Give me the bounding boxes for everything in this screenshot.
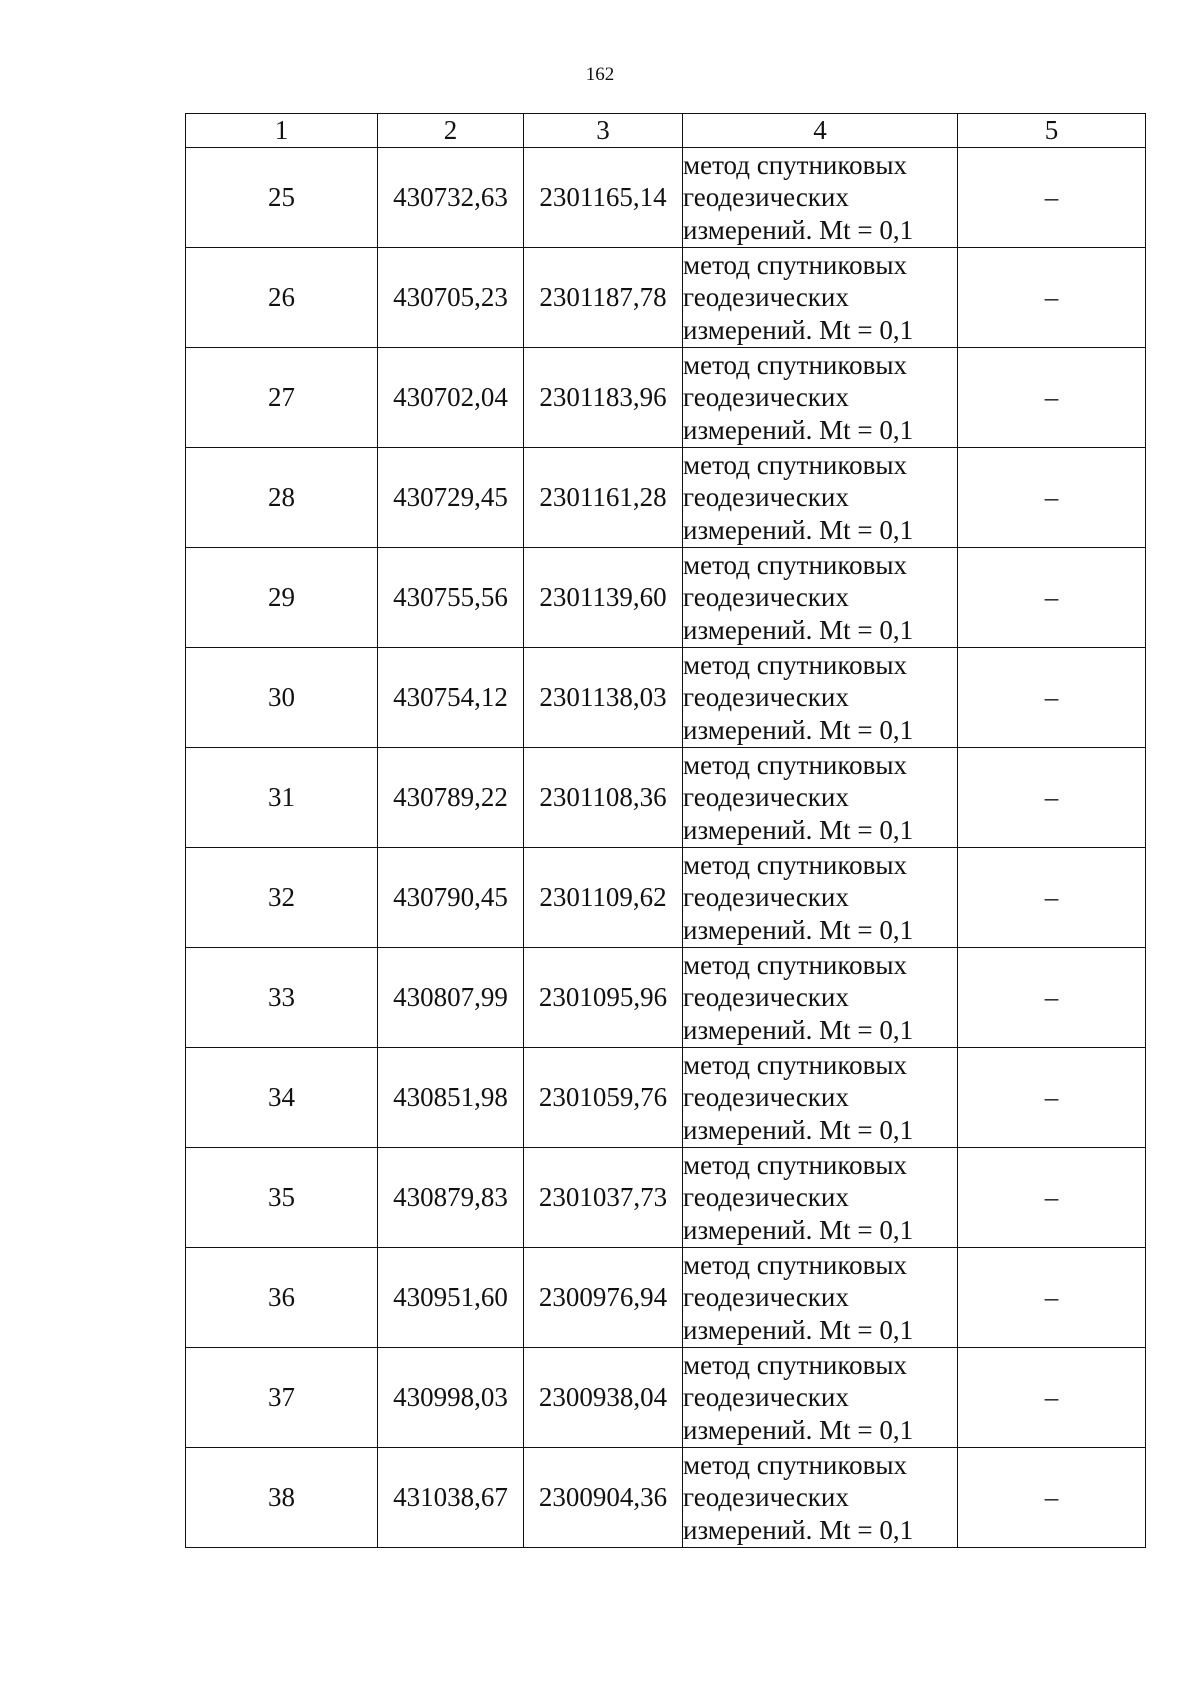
table-row <box>186 548 1146 648</box>
method-line: измерений. Mt = 0,1 <box>683 1014 914 1045</box>
x-coordinate-cell: 430951,60 <box>378 1248 524 1348</box>
method-line: метод спутниковых <box>683 1349 907 1380</box>
y-coordinate-cell: 2301165,14 <box>524 148 683 248</box>
point-number-cell: 26 <box>186 248 378 348</box>
y-coordinate-cell: 2300904,36 <box>524 1448 683 1548</box>
note-cell: – <box>958 248 1146 348</box>
point-number-cell: 35 <box>186 1148 378 1248</box>
method-line: геодезических <box>683 982 849 1013</box>
point-number-cell: 29 <box>186 548 378 648</box>
method-line: метод спутниковых <box>683 1049 907 1080</box>
y-coordinate-cell: 2301187,78 <box>524 248 683 348</box>
method-line: метод спутниковых <box>683 349 907 380</box>
note-cell: – <box>958 948 1146 1048</box>
method-line: метод спутниковых <box>683 749 907 780</box>
method-cell <box>683 548 958 648</box>
page-number: 162 <box>585 64 615 85</box>
point-number-cell: 36 <box>186 1248 378 1348</box>
point-number-cell: 28 <box>186 448 378 548</box>
x-coordinate-cell: 430755,56 <box>378 548 524 648</box>
note-cell: – <box>958 448 1146 548</box>
method-line: геодезических <box>683 282 849 313</box>
table-row <box>186 1048 1146 1148</box>
method-line: измерений. Mt = 0,1 <box>683 1314 914 1345</box>
method-line: геодезических <box>683 382 849 413</box>
table-header-row <box>186 114 1146 148</box>
point-number-cell: 38 <box>186 1448 378 1548</box>
x-coordinate-cell: 430851,98 <box>378 1048 524 1148</box>
y-coordinate-cell: 2300976,94 <box>524 1248 683 1348</box>
point-number-cell: 30 <box>186 648 378 748</box>
y-coordinate-cell: 2301108,36 <box>524 748 683 848</box>
method-line: измерений. Mt = 0,1 <box>683 614 914 645</box>
method-line: измерений. Mt = 0,1 <box>683 1414 914 1445</box>
table-row <box>186 1348 1146 1448</box>
note-cell: – <box>958 1348 1146 1448</box>
point-number-cell: 34 <box>186 1048 378 1148</box>
note-cell: – <box>958 548 1146 648</box>
y-coordinate-cell: 2300938,04 <box>524 1348 683 1448</box>
x-coordinate-cell: 430807,99 <box>378 948 524 1048</box>
method-cell <box>683 948 958 1048</box>
method-line: геодезических <box>683 1382 849 1413</box>
note-cell: – <box>958 348 1146 448</box>
method-cell <box>683 1048 958 1148</box>
column-header: 1 <box>186 114 378 148</box>
method-line: метод спутниковых <box>683 1149 907 1180</box>
method-cell <box>683 148 958 248</box>
method-line: геодезических <box>683 482 849 513</box>
method-line: геодезических <box>683 1482 849 1513</box>
note-cell: – <box>958 848 1146 948</box>
y-coordinate-cell: 2301037,73 <box>524 1148 683 1248</box>
x-coordinate-cell: 430732,63 <box>378 148 524 248</box>
x-coordinate-cell: 430754,12 <box>378 648 524 748</box>
method-line: метод спутниковых <box>683 1449 907 1480</box>
point-number-cell: 33 <box>186 948 378 1048</box>
table-row <box>186 1248 1146 1348</box>
method-line: метод спутниковых <box>683 649 907 680</box>
x-coordinate-cell: 430790,45 <box>378 848 524 948</box>
table-row <box>186 848 1146 948</box>
coordinates-table <box>185 113 1146 1548</box>
column-header: 2 <box>378 114 524 148</box>
table-row <box>186 148 1146 248</box>
method-line: измерений. Mt = 0,1 <box>683 814 914 845</box>
x-coordinate-cell: 431038,67 <box>378 1448 524 1548</box>
table-row <box>186 448 1146 548</box>
x-coordinate-cell: 430998,03 <box>378 1348 524 1448</box>
method-line: геодезических <box>683 682 849 713</box>
table-row <box>186 748 1146 848</box>
column-header: 5 <box>958 114 1146 148</box>
y-coordinate-cell: 2301109,62 <box>524 848 683 948</box>
method-line: геодезических <box>683 1282 849 1313</box>
method-line: геодезических <box>683 182 849 213</box>
method-cell <box>683 1248 958 1348</box>
table-row <box>186 248 1146 348</box>
method-line: метод спутниковых <box>683 249 907 280</box>
method-cell <box>683 1348 958 1448</box>
method-line: измерений. Mt = 0,1 <box>683 1114 914 1145</box>
table-row <box>186 1448 1146 1548</box>
table-row <box>186 1148 1146 1248</box>
method-line: метод спутниковых <box>683 849 907 880</box>
point-number-cell: 32 <box>186 848 378 948</box>
y-coordinate-cell: 2301095,96 <box>524 948 683 1048</box>
method-cell <box>683 848 958 948</box>
method-line: измерений. Mt = 0,1 <box>683 214 914 245</box>
column-header: 4 <box>683 114 958 148</box>
note-cell: – <box>958 748 1146 848</box>
y-coordinate-cell: 2301059,76 <box>524 1048 683 1148</box>
method-line: измерений. Mt = 0,1 <box>683 314 914 345</box>
note-cell: – <box>958 648 1146 748</box>
point-number-cell: 27 <box>186 348 378 448</box>
x-coordinate-cell: 430705,23 <box>378 248 524 348</box>
method-line: метод спутниковых <box>683 549 907 580</box>
method-line: метод спутниковых <box>683 149 907 180</box>
method-line: измерений. Mt = 0,1 <box>683 1214 914 1245</box>
y-coordinate-cell: 2301139,60 <box>524 548 683 648</box>
y-coordinate-cell: 2301161,28 <box>524 448 683 548</box>
point-number-cell: 25 <box>186 148 378 248</box>
method-cell <box>683 1448 958 1548</box>
method-line: геодезических <box>683 1082 849 1113</box>
table-row <box>186 648 1146 748</box>
method-cell <box>683 1148 958 1248</box>
x-coordinate-cell: 430702,04 <box>378 348 524 448</box>
table-row <box>186 348 1146 448</box>
method-line: метод спутниковых <box>683 949 907 980</box>
x-coordinate-cell: 430729,45 <box>378 448 524 548</box>
x-coordinate-cell: 430789,22 <box>378 748 524 848</box>
method-cell <box>683 248 958 348</box>
method-line: измерений. Mt = 0,1 <box>683 514 914 545</box>
method-line: геодезических <box>683 582 849 613</box>
point-number-cell: 37 <box>186 1348 378 1448</box>
method-line: измерений. Mt = 0,1 <box>683 414 914 445</box>
y-coordinate-cell: 2301138,03 <box>524 648 683 748</box>
method-line: геодезических <box>683 1182 849 1213</box>
method-line: метод спутниковых <box>683 449 907 480</box>
method-line: измерений. Mt = 0,1 <box>683 714 914 745</box>
method-cell <box>683 648 958 748</box>
note-cell: – <box>958 1448 1146 1548</box>
point-number-cell: 31 <box>186 748 378 848</box>
note-cell: – <box>958 148 1146 248</box>
x-coordinate-cell: 430879,83 <box>378 1148 524 1248</box>
method-line: геодезических <box>683 782 849 813</box>
method-line: измерений. Mt = 0,1 <box>683 1514 914 1545</box>
y-coordinate-cell: 2301183,96 <box>524 348 683 448</box>
method-line: измерений. Mt = 0,1 <box>683 914 914 945</box>
method-cell <box>683 448 958 548</box>
table-body <box>186 148 1146 1548</box>
method-line: геодезических <box>683 882 849 913</box>
method-cell <box>683 348 958 448</box>
method-line: метод спутниковых <box>683 1249 907 1280</box>
method-cell <box>683 748 958 848</box>
note-cell: – <box>958 1248 1146 1348</box>
column-header: 3 <box>524 114 683 148</box>
note-cell: – <box>958 1048 1146 1148</box>
table-row <box>186 948 1146 1048</box>
note-cell: – <box>958 1148 1146 1248</box>
